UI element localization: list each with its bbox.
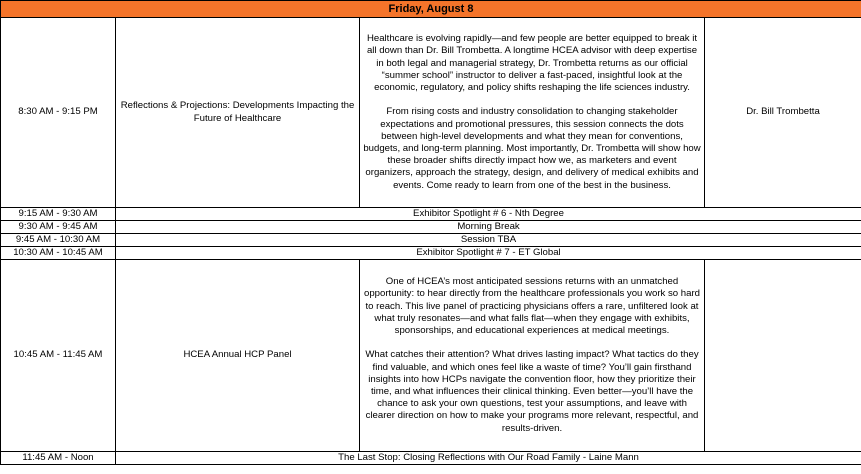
description-paragraph: From rising costs and industry consolidation to changing stakeholder expectations and promotional pressures, this session connects the dots between high-level developments and what they mean for conventions, budgets, and long-term planning. Most importantly, Dr. Trombetta will show how these broader shifts directly impact how we, as marketers and event organizers, approach the strategy, design, and delivery of medical exhibits and events. Come ready to learn from one of the best in the business. — [363, 106, 701, 191]
session-description-cell — [360, 18, 705, 208]
time-cell: 9:45 AM - 10:30 AM — [1, 234, 116, 247]
time-cell: 10:30 AM - 10:45 AM — [1, 247, 116, 260]
table-row — [1, 247, 861, 260]
session-title-cell: HCEA Annual HCP Panel — [116, 260, 360, 452]
description-paragraph: What catches their attention? What drives lasting impact? What tactics do they find valuable, and which ones feel like a waste of time? You’ll gain firsthand insights into how HCPs navigate the convention floor, how they prioritize their time, and what influences their clinical thinking. Even better—you’ll have the chance to ask your own questions, test your assumptions, and leave with clearer direction on how to make your programs more relevant, respectful, and results-driven. — [365, 349, 699, 434]
description-paragraph: One of HCEA’s most anticipated sessions returns with an unmatched opportunity: to hear directly from the healthcare professionals you work so hard to reach. This live panel of practicing physicians offers a rare, unfiltered look at what truly resonates—and what falls flat—when they engage with exhibits, sponsorships, and educational experiences at medical meetings. — [364, 276, 700, 337]
time-cell: 10:45 AM - 11:45 AM — [1, 260, 116, 452]
session-title-cell: The Last Stop: Closing Reflections with Our Road Family - Laine Mann — [116, 452, 861, 465]
session-title-cell: Reflections & Projections: Developments Impacting the Future of Healthcare — [116, 18, 360, 208]
session-description-cell — [360, 260, 705, 452]
description-paragraph: Healthcare is evolving rapidly—and few people are better equipped to break it all down than Dr. Bill Trombetta. A longtime HCEA advisor with deep expertise in both legal and managerial strategy, Dr. Trombetta returns as our official “summer school” instructor to deliver a fast-paced, insightful look at the economic, regulatory, and policy shifts reshaping the life sciences industry. — [366, 33, 698, 94]
speaker-cell: Dr. Bill Trombetta — [705, 18, 861, 208]
day-header-row — [1, 1, 861, 18]
time-cell: 9:30 AM - 9:45 AM — [1, 221, 116, 234]
table-row — [1, 452, 861, 465]
table-row — [1, 18, 861, 208]
day-header: Friday, August 8 — [1, 1, 861, 18]
speaker-cell — [705, 260, 861, 452]
table-row — [1, 260, 861, 452]
session-title-cell: Exhibitor Spotlight # 7 - ET Global — [116, 247, 861, 260]
session-title-cell: Morning Break — [116, 221, 861, 234]
table-row — [1, 234, 861, 247]
table-row — [1, 208, 861, 221]
table-row — [1, 221, 861, 234]
time-cell: 9:15 AM - 9:30 AM — [1, 208, 116, 221]
time-cell: 8:30 AM - 9:15 PM — [1, 18, 116, 208]
session-title-cell: Exhibitor Spotlight # 6 - Nth Degree — [116, 208, 861, 221]
session-title-cell: Session TBA — [116, 234, 861, 247]
time-cell: 11:45 AM - Noon — [1, 452, 116, 465]
